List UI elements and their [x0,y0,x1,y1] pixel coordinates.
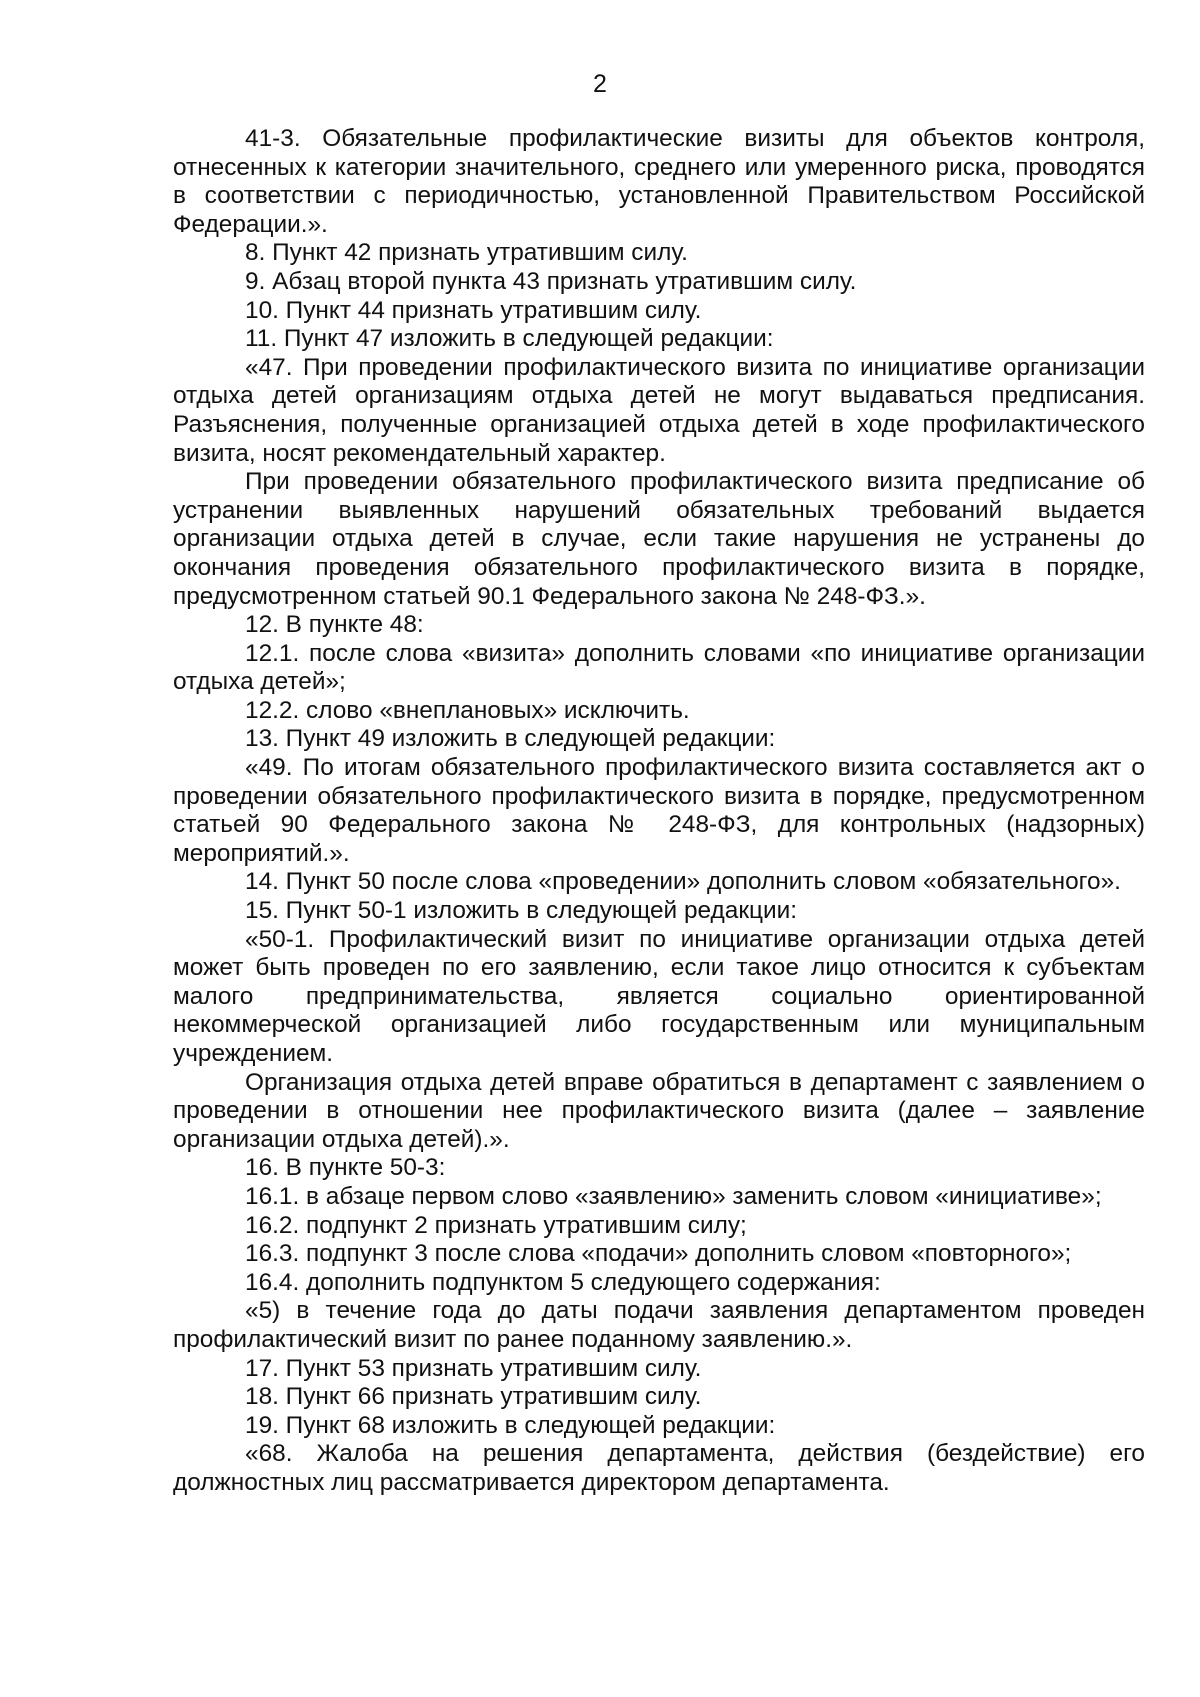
paragraph: «68. Жалоба на решения департамента, действия (бездействие) его должностных лиц рассматривается директором департамента. [173,1440,1145,1496]
paragraph: 18. Пункт 66 признать утратившим силу. [245,1383,702,1411]
paragraph: «50-1. Профилактический визит по инициативе организации отдыха детей может быть проведен по его заявлению, если такое лицо относится к субъектам малого предпринимательства, является социально ориентированной некоммерческой организацией либо государственным или муниципальным учреждением. [173,925,1145,1067]
paragraph: Организация отдыха детей вправе обратиться в департамент с заявлением о проведении в отношении нее профилактического визита (далее – заявление организации отдыха детей).». [173,1068,1145,1153]
paragraph: 8. Пункт 42 признать утратившим силу. [245,239,688,267]
paragraph: 13. Пункт 49 изложить в следующей редакции: [245,725,776,753]
page-number: 2 [593,70,607,98]
paragraph: 17. Пункт 53 признать утратившим силу. [245,1354,702,1382]
paragraph: 16. В пункте 50-3: [245,1154,446,1182]
paragraph: 19. Пункт 68 изложить в следующей редакции: [245,1411,776,1439]
paragraph: 41-3. Обязательные профилактические визиты для объектов контроля, отнесенных к категории значительного, среднего или умеренного риска, проводятся в соответствии с периодичностью, установленной Правительством Российской Федерации.». [173,125,1145,238]
paragraph: 9. Абзац второй пункта 43 признать утратившим силу. [245,267,857,295]
paragraph: 12.1. после слова «визита» дополнить словами «по инициативе организации отдыха детей»; [173,639,1145,696]
paragraph: 16.2. подпункт 2 признать утратившим силу; [245,1211,747,1239]
paragraph: «5) в течение года до даты подачи заявления департаментом проведен профилактический визит по ранее поданному заявлению.». [173,1297,1145,1353]
document-body [173,125,1145,1498]
paragraph: 16.1. в абзаце первом слово «заявлению» заменить словом «инициативе»; [245,1182,1102,1210]
paragraph: 12. В пункте 48: [245,611,424,639]
paragraph: 16.4. дополнить подпунктом 5 следующего содержания: [245,1268,881,1296]
paragraph: 15. Пункт 50-1 изложить в следующей редакции: [245,897,798,925]
paragraph: При проведении обязательного профилактического визита предписание об устранении выявленных нарушений обязательных требований выдается организации отдыха детей в случае, если такие нарушения не устранены до окончания проведения обязательного профилактического визита в порядке, предусмотренном статьей 90.1 Федерального закона № 248-ФЗ.». [173,468,1145,610]
paragraph: 10. Пункт 44 признать утратившим силу. [245,296,702,324]
paragraph: 14. Пункт 50 после слова «проведении» дополнить словом «обязательного». [245,868,1121,896]
paragraph: 12.2. слово «внеплановых» исключить. [245,696,690,724]
paragraph: «49. По итогам обязательного профилактического визита составляется акт о проведении обязательного профилактического визита в порядке, предусмотренном статьей 90 Федерального закона № 248-ФЗ, для контрольных (надзорных) мероприятий.». [173,754,1145,867]
paragraph: 11. Пункт 47 изложить в следующей редакции: [245,325,774,353]
paragraph: 16.3. подпункт 3 после слова «подачи» дополнить словом «повторного»; [245,1240,1072,1268]
paragraph: «47. При проведении профилактического визита по инициативе организации отдыха детей организациям отдыха детей не могут выдаваться предписания. Разъяснения, полученные организацией отдыха детей в ходе профилактического визита, носят рекомендательный характер. [173,353,1145,467]
